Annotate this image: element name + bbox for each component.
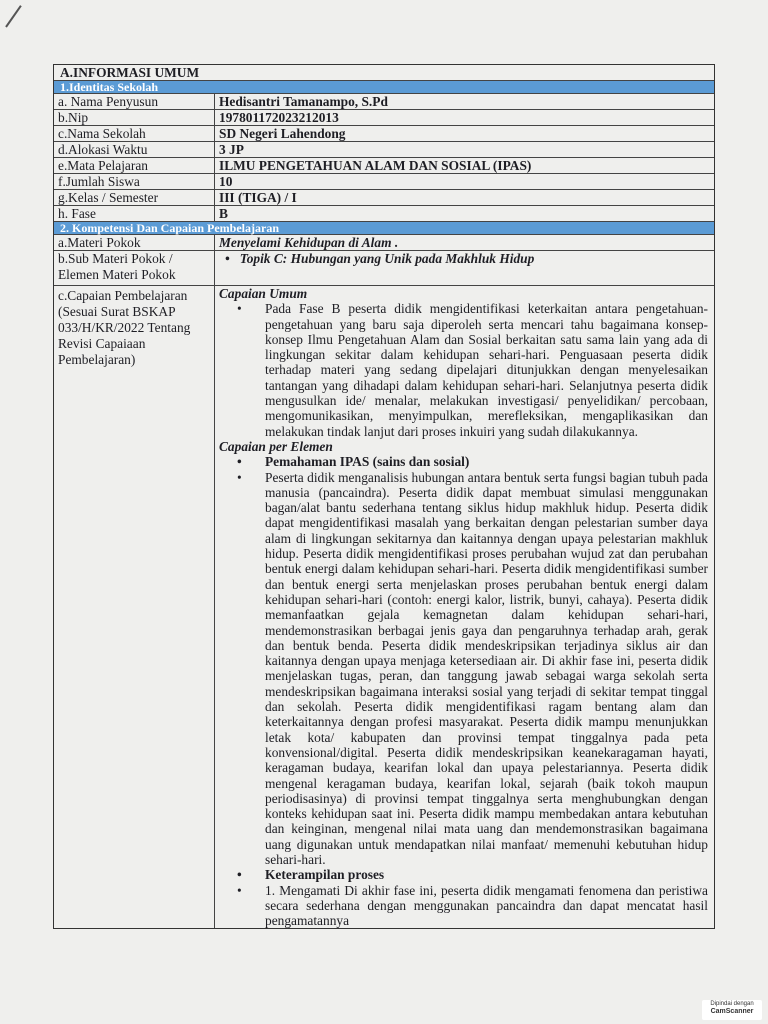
table-row <box>54 109 714 125</box>
label-line: c.Capaian Pembelajaran <box>58 288 188 303</box>
section-band-kompetensi: 2. Kompetensi Dan Capaian Pembelajaran <box>54 221 714 234</box>
row-value: B <box>219 206 228 221</box>
table-row <box>54 157 714 173</box>
table-row-capaian <box>54 285 714 928</box>
row-value <box>215 251 714 285</box>
row-label: g.Kelas / Semester <box>54 190 215 205</box>
bullet: • <box>225 251 230 266</box>
row-value: ILMU PENGETAHUAN ALAM DAN SOSIAL (IPAS) <box>219 158 532 173</box>
label-line: Pembelajaran) <box>58 352 136 367</box>
capaian-umum-item <box>219 301 708 439</box>
bullet: • <box>237 867 242 883</box>
keterampilan-item <box>219 867 708 882</box>
bullet: • <box>237 882 242 898</box>
pemahaman-heading: Pemahaman IPAS (sains dan sosial) <box>265 454 470 470</box>
section-band-identitas: 1.Identitas Sekolah <box>54 80 714 93</box>
stamp-line: Dipindai dengan <box>710 1001 754 1007</box>
capaian-umum-heading: Capaian Umum <box>219 286 308 301</box>
section-title: A.INFORMASI UMUM <box>60 65 200 80</box>
lesson-plan-table <box>53 64 715 929</box>
keterampilan-heading: Keterampilan proses <box>265 867 385 883</box>
row-label: b.Nip <box>54 110 215 125</box>
capaian-umum-text: Pada Fase B peserta didik mengidentifikasi keterkaitan antara pengetahuan- pengetahuan yang baru saja diperoleh serta mencari tahu bagaimana konsep- konsep Ilmu Pengetahuan Alam dan Sosial berkaitan satu sama lain yang ada di lingkungan sekitar dalam kehidupan sehari-hari. Penguasaan peserta didik terhadap materi yang sedang dipelajari ditunjukkan dengan menyelesaikan tantangan yang dihadapi dalam kehidupan sehari-hari. Selanjutnya peserta didik mengusulkan ide/ menalar, melakukan investigasi/ penyelidikan/ percobaan, mengomunikasikan, menyimpulkan, merefleksikan, mengaplikasikan dan melakukan tindak lanjut dari proses inkuiri yang sudah dilakukannya. <box>265 301 708 439</box>
bullet: • <box>237 301 242 317</box>
row-value: Hedisantri Tamanampo, S.Pd <box>219 94 388 109</box>
row-value: SD Negeri Lahendong <box>219 126 346 141</box>
row-value: Menyelami Kehidupan di Alam . <box>219 235 399 250</box>
row-value: 3 JP <box>219 142 244 157</box>
capaian-elemen-heading: Capaian per Elemen <box>219 438 333 454</box>
sub-materi-text: Topik C: Hubungan yang Unik pada Makhluk Hidup <box>239 251 535 266</box>
row-value: 10 <box>219 174 233 189</box>
row-label <box>54 251 215 285</box>
row-label-line: Elemen Materi Pokok <box>58 267 176 282</box>
row-label <box>54 286 215 928</box>
table-row-materi-pokok <box>54 234 714 250</box>
capaian-content <box>215 286 714 928</box>
bullet: • <box>237 469 242 485</box>
table-row <box>54 189 714 205</box>
row-label: e.Mata Pelajaran <box>54 158 215 173</box>
row-label: f.Jumlah Siswa <box>54 174 215 189</box>
row-label: d.Alokasi Waktu <box>54 142 215 157</box>
table-row <box>54 125 714 141</box>
row-label: h. Fase <box>54 206 215 221</box>
row-label: a.Materi Pokok <box>54 235 215 250</box>
table-row <box>54 205 714 221</box>
table-row <box>54 141 714 157</box>
row-label: c.Nama Sekolah <box>54 126 215 141</box>
row-value: 197801172023212013 <box>219 110 339 125</box>
row-value: III (TIGA) / I <box>219 190 297 205</box>
pemahaman-item <box>219 454 708 469</box>
bullet: • <box>237 454 242 470</box>
keterampilan-text: 1. Mengamati Di akhir fase ini, peserta didik mengamati fenomena dan peristiwa secara sederhana dengan menggunakan pancaindra dan dapat mencatat hasil pengamatannya <box>265 882 708 929</box>
table-row <box>54 173 714 189</box>
row-label: a. Nama Penyusun <box>54 94 215 109</box>
camscanner-stamp <box>702 1000 762 1020</box>
label-line: 033/H/KR/2022 Tentang <box>58 320 191 335</box>
pemahaman-text: Peserta didik menganalisis hubungan antara bentuk serta fungsi bagian tubuh pada manusia (pancaindra). Peserta didik dapat membuat simulasi menggunakan bagan/alat bantu sederhana tentang siklus hidup makhluk hidup. Peserta didik dapat mengidentifikasi masalah yang berkaitan dengan pelestarian sumber daya alam di lingkungan sekitarnya dan kaitannya dengan upaya pelestarian makhluk hidup. Peserta didik mengidentifikasi proses perubahan wujud zat dan perubahan bentuk energi dalam kehidupan sehari-hari. Peserta didik mengidentifikasi sumber dan bentuk energi serta menjelaskan proses perubahan bentuk energi dalam kehidupan sehari-hari (contoh: energi kalor, listrik, bunyi, cahaya). Peserta didik memanfaatkan gejala kemagnetan dalam kehidupan sehari-hari, mendemonstrasikan berbagai jenis gaya dan pengaruhnya terhadap arah, gerak dan bentuk benda. Peserta didik mendeskripsikan terjadinya siklus air dan kaitannya dengan upaya menjaga ketersediaan air. Di akhir fase ini, peserta didik menjelaskan tugas, peran, dan tanggung jawab sebagai warga sekolah serta mendeskripsikan bagaimana interaksi sosial yang terjadi di sekitar tempat tinggal dan sekolah. Peserta didik mengidentifikasi ragam bentang alam dan keterkaitannya dengan profesi masyarakat. Peserta didik mampu menunjukkan letak kota/ kabupaten dan provinsi tempat tinggalnya pada peta konvensional/digital. Peserta didik mendeskripsikan keanekaragaman hayati, keragaman budaya, kearifan lokal dan upaya pelestariannya. Peserta didik mengenal keragaman budaya, kearifan lokal, sejarah (baik tokoh maupun periodisasinya) di provinsi tempat tinggalnya serta menghubungkan dengan konteks kehidupan saat ini. Peserta didik mampu membedakan antara kebutuhan dan keinginan, mengenal nilai mata uang dan mendemonstrasikan bagaimana uang digunakan untuk mendapatkan nilai manfaat/ memenuhi kebutuhan hidup sehari-hari. <box>265 469 708 867</box>
stamp-brand: CamScanner <box>710 1008 754 1015</box>
table-row <box>54 93 714 109</box>
pemahaman-text-item <box>219 470 708 868</box>
row-label-line: b.Sub Materi Pokok / <box>58 251 173 266</box>
pen-mark <box>5 5 22 27</box>
table-row-sub-materi <box>54 250 714 285</box>
label-line: (Sesuai Surat BSKAP <box>58 304 176 319</box>
label-line: Revisi Capaiaan <box>58 336 146 351</box>
keterampilan-text-item <box>219 883 708 929</box>
